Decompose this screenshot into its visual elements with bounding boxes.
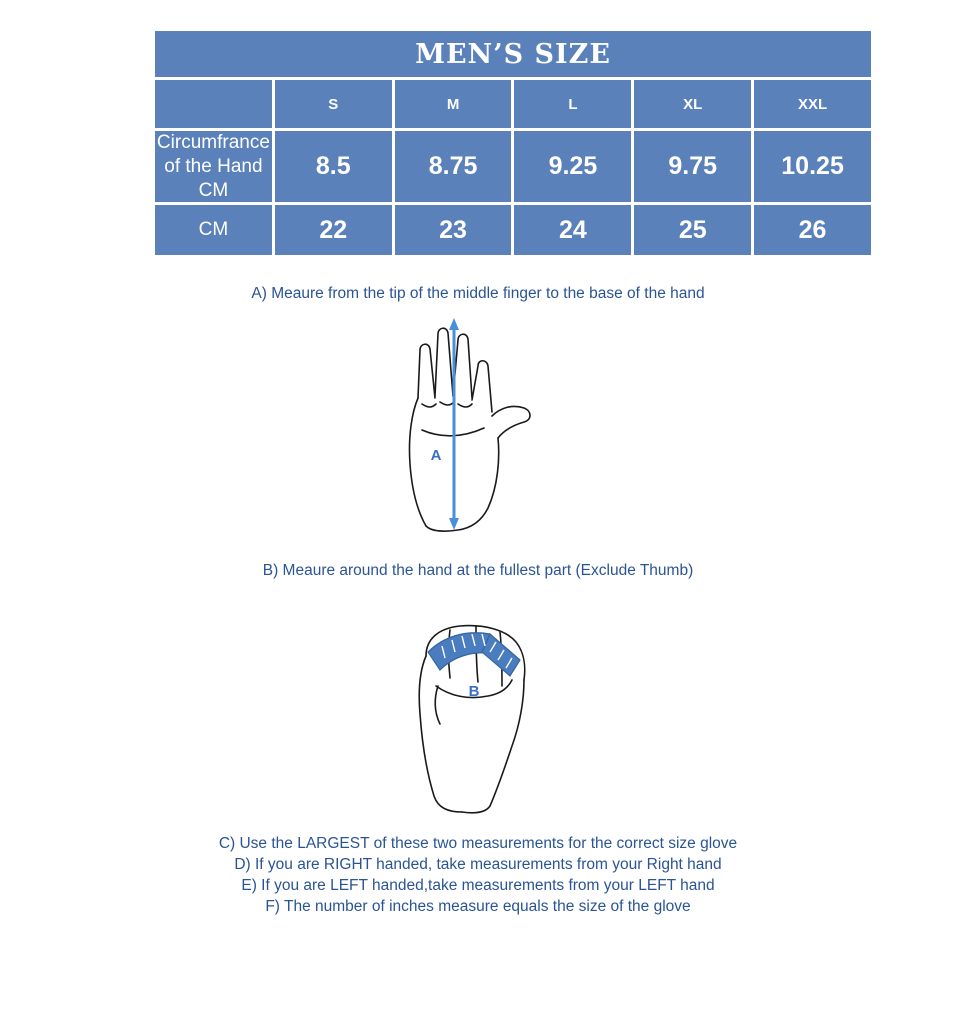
figure-b-label: B: [468, 683, 480, 700]
hand-length-illustration: [388, 312, 556, 544]
cell-cm-l: 24: [514, 205, 631, 255]
cell-circumference-l: 9.25: [514, 131, 631, 202]
table-title-row: [155, 31, 871, 77]
row-label-circumference: Circumfrance of the Hand CM: [156, 132, 270, 201]
header-size-xxl: XXL: [754, 80, 871, 128]
row-label-cm: CM: [155, 205, 272, 255]
table-row: [155, 205, 871, 255]
header-size-m: M: [395, 80, 512, 128]
tape-measure-icon: [428, 633, 520, 676]
footer-notes: [0, 833, 956, 917]
table-header-row: [155, 80, 871, 128]
figure-hand-circumference: [392, 590, 552, 818]
cell-cm-s: 22: [275, 205, 392, 255]
cell-circumference-xl: 9.75: [634, 131, 751, 202]
note-e: E) If you are LEFT handed,take measurements from your LEFT hand: [241, 877, 715, 894]
hand-circumference-illustration: [392, 590, 552, 818]
cell-cm-xl: 25: [634, 205, 751, 255]
header-corner-cell: [155, 80, 272, 128]
cell-circumference-m: 8.75: [395, 131, 512, 202]
cell-cm-xxl: 26: [754, 205, 871, 255]
caption-measure-circumference: B) Meaure around the hand at the fullest part (Exclude Thumb): [262, 562, 694, 579]
caption-measure-length: A) Meaure from the tip of the middle finger to the base of the hand: [251, 285, 705, 302]
cell-cm-m: 23: [395, 205, 512, 255]
table-row: [155, 131, 871, 202]
note-c: C) Use the LARGEST of these two measurements for the correct size glove: [218, 835, 738, 852]
header-size-xl: XL: [634, 80, 751, 128]
cell-circumference-s: 8.5: [275, 131, 392, 202]
cell-circumference-xxl: 10.25: [754, 131, 871, 202]
figure-hand-length: [388, 312, 556, 544]
mens-size-table: [152, 28, 874, 258]
header-size-s: S: [275, 80, 392, 128]
note-d: D) If you are RIGHT handed, take measurements from your Right hand: [234, 856, 722, 873]
header-size-l: L: [514, 80, 631, 128]
page-title: MEN’S SIZE: [155, 31, 871, 77]
note-f: F) The number of inches measure equals the size of the glove: [265, 898, 691, 915]
figure-a-label: A: [430, 447, 442, 464]
